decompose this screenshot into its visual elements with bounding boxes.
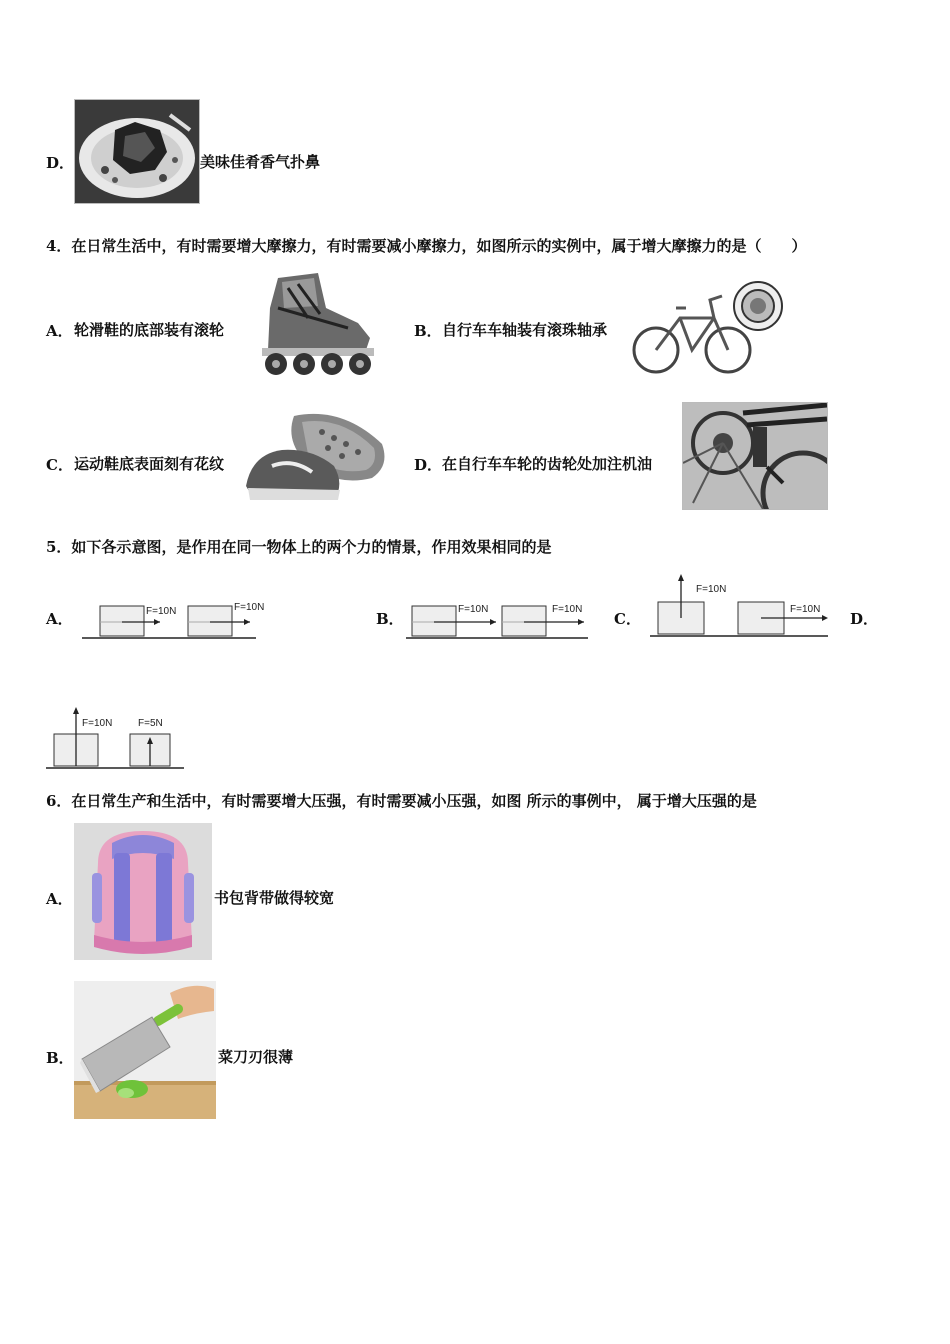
q6-option-b-letter: B． [46,1049,74,1067]
q5-b-force-2: F=10N [552,604,583,615]
q5-c-force-2: F=10N [790,604,821,615]
q5-option-c-letter: C． [614,610,641,628]
sneaker-sole-photo [242,408,390,504]
q5-option-d-letter: D． [850,610,879,628]
q5-option-c-diagram [648,572,834,642]
q4-option-c-text: 运动鞋底表面刻有花纹 [74,455,225,473]
q5-d-force-2: F=5N [138,718,163,729]
bicycle-gear-photo [682,402,828,510]
q4-option-b-text: 自行车车轴装有滚珠轴承 [442,321,608,339]
q5-option-b-diagram [404,598,600,642]
q5-option-b-letter: B． [376,610,404,628]
q5-option-a-letter: A． [46,610,73,628]
roller-skate-photo [248,268,384,378]
q4-stem: 4．在日常生活中，有时需要增大摩擦力，有时需要减小摩擦力，如图所示的实例中，属于增大摩擦力的是（ ） [46,237,807,255]
q5-d-force-1: F=10N [82,718,113,729]
q5-stem: 5．如下各示意图，是作用在同一物体上的两个力的情景，作用效果相同的是 [46,538,552,556]
q6-option-a-text: 书包背带做得较宽 [214,889,335,907]
q4-option-d-letter: D． [414,456,443,474]
q3-option-d-letter: D． [46,154,75,172]
q5-b-force-1: F=10N [458,604,489,615]
cleaver-photo [74,981,216,1119]
q5-option-a-diagram [80,598,272,642]
q4-option-c-letter: C． [46,456,73,474]
q5-option-d-diagram [44,704,188,772]
q3-option-d-text: 美味佳肴香气扑鼻 [200,153,321,171]
q5-a-block-1 [100,606,144,636]
q4-option-d-text: 在自行车车轮的齿轮处加注机油 [442,455,653,473]
q4-option-a-letter: A． [46,322,73,340]
q4-option-b-letter: B． [414,322,442,340]
backpack-photo [74,823,212,960]
q6-option-a-letter: A． [46,890,73,908]
q5-b-block-1 [412,606,456,636]
q6-stem: 6．在日常生产和生活中，有时需要增大压强，有时需要减小压强，如图 所示的事例中， 属于增大压强的是 [46,792,757,810]
q6-option-b-text: 菜刀刃很薄 [218,1048,294,1066]
q5-b-block-2 [502,606,546,636]
q5-a-force-2: F=10N [234,602,265,613]
q5-a-block-2 [188,606,232,636]
q5-c-force-1: F=10N [696,584,727,595]
bicycle-bearing-photo [630,278,790,378]
q5-a-force-1: F=10N [146,606,177,617]
q4-option-a-text: 轮滑鞋的底部装有滚轮 [74,321,225,339]
food-plate-photo [74,99,200,204]
